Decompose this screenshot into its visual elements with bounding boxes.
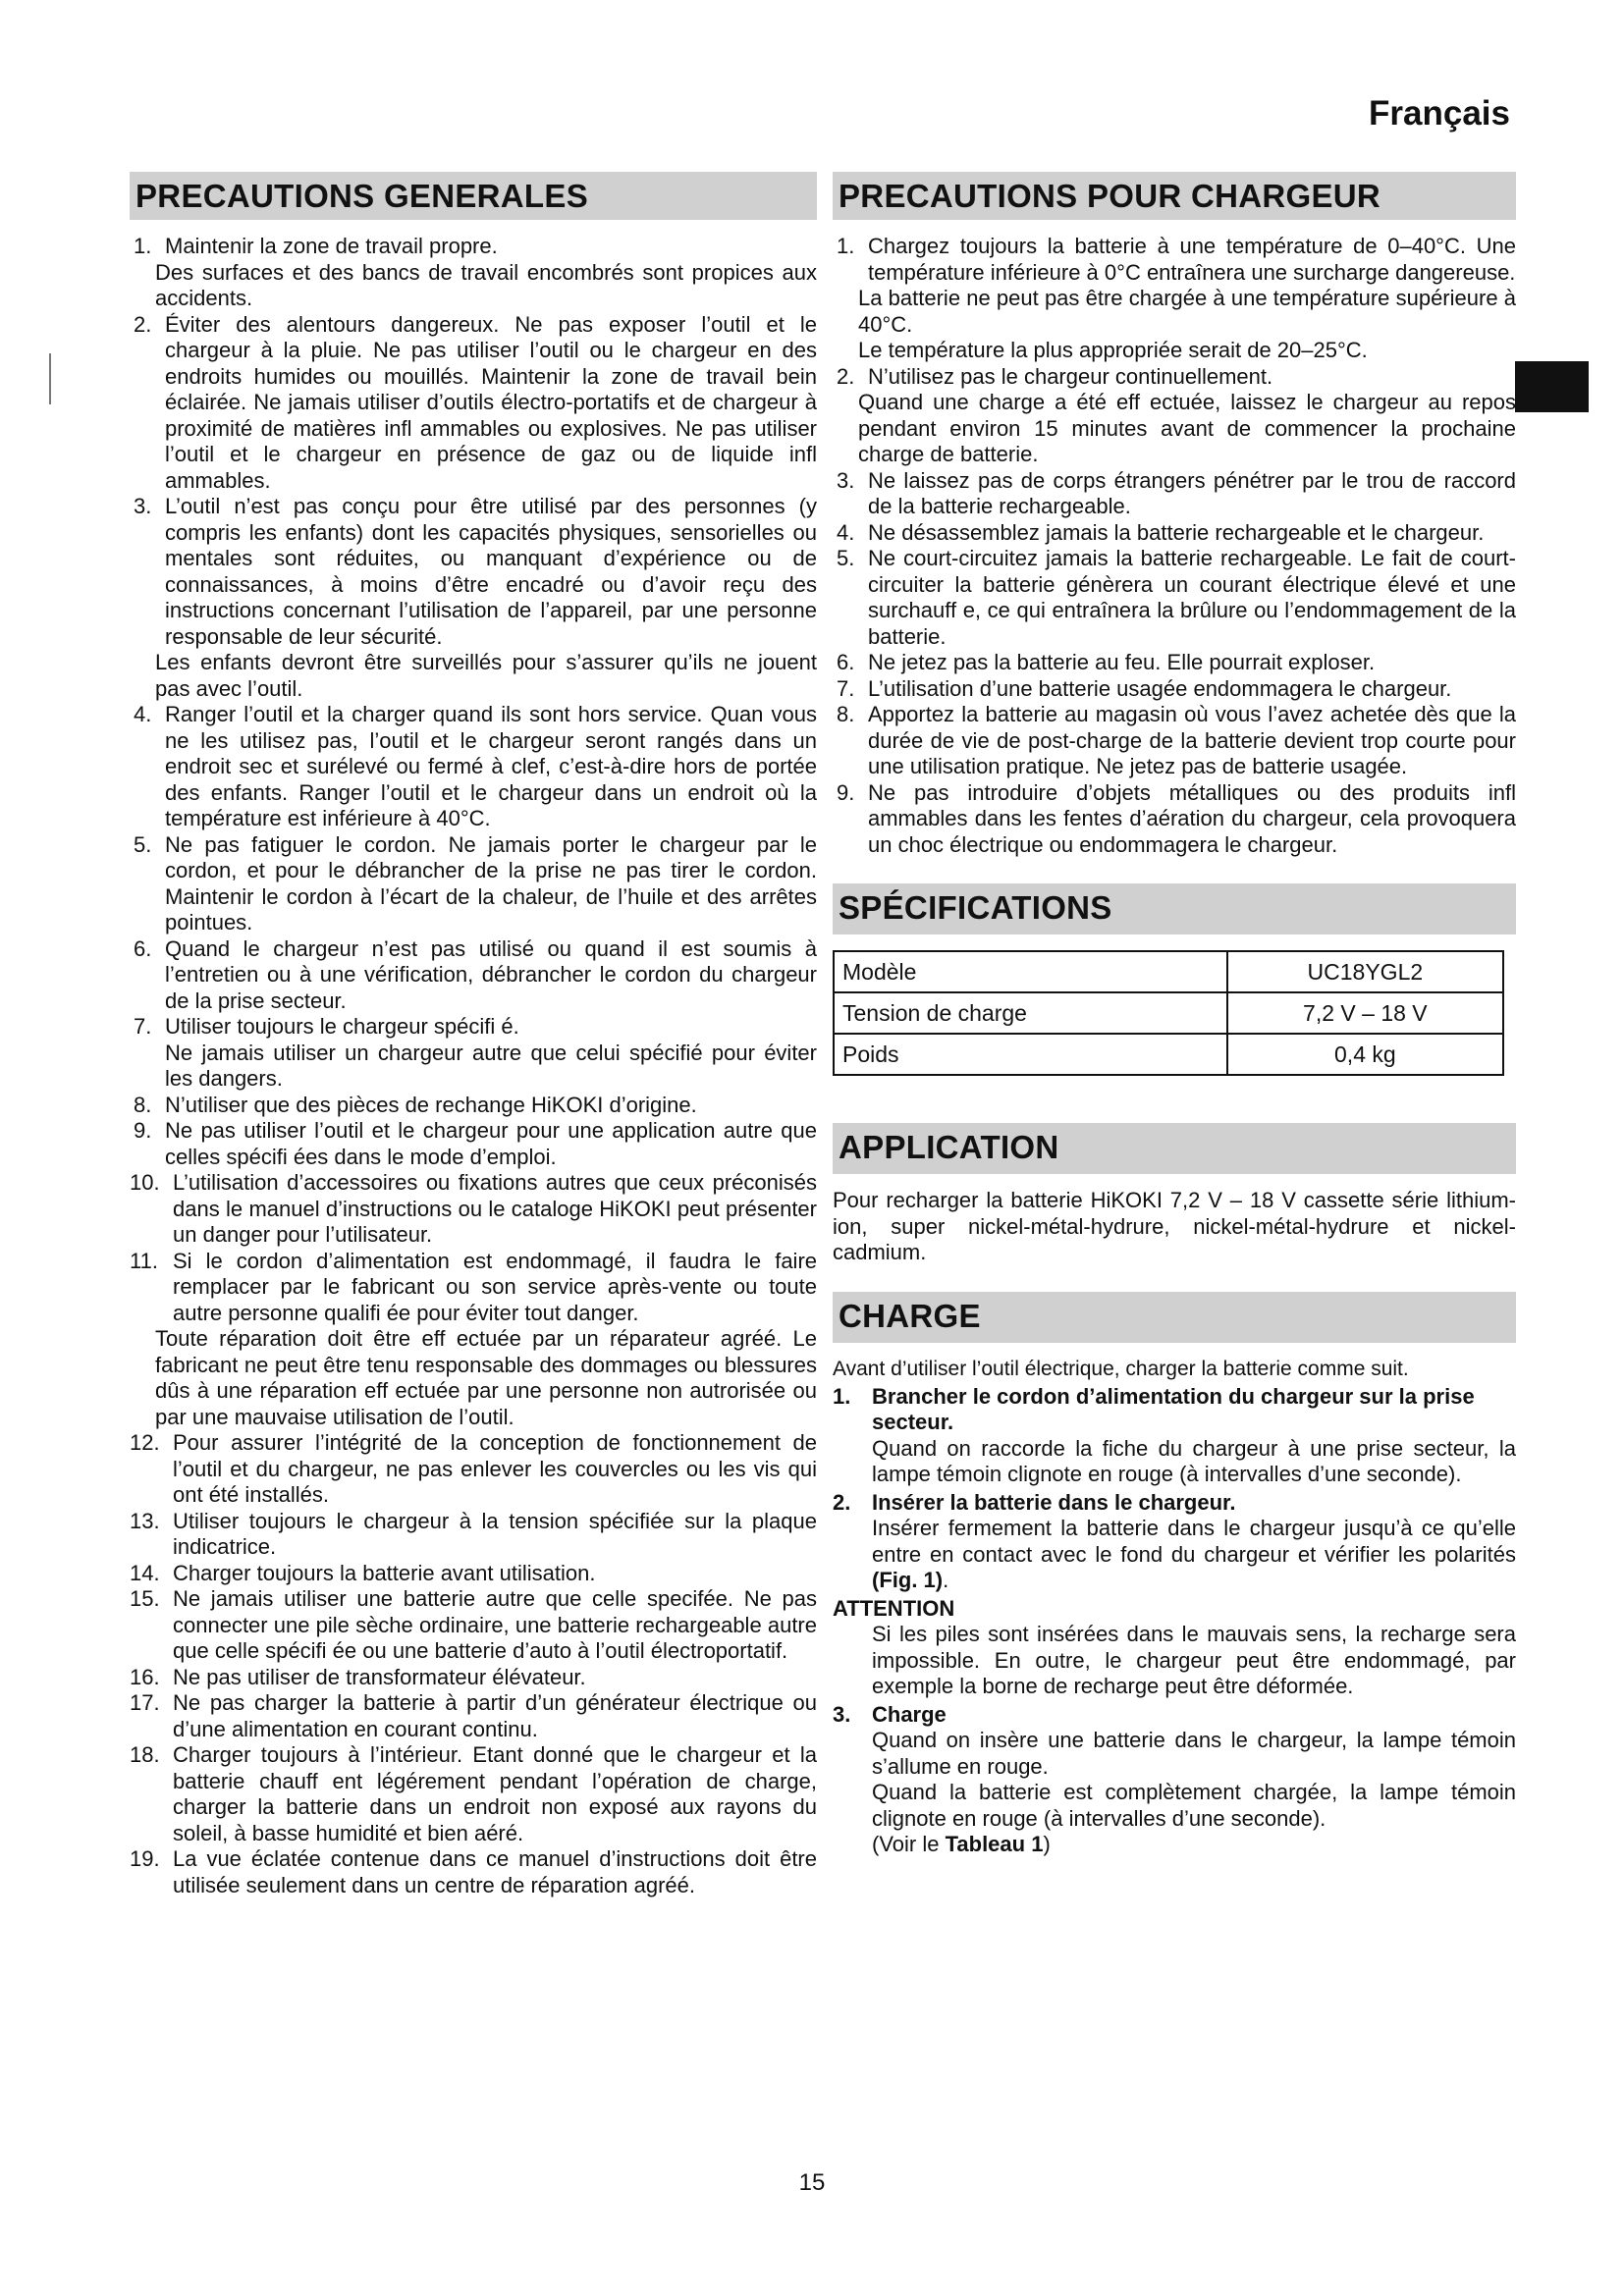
item-note: Les enfants devront être surveillés pour s’assurer qu’ils ne jouent pas avec l’outil. [155,650,817,701]
spec-value: 7,2 V – 18 V [1227,992,1503,1034]
general-precautions-list [130,234,817,1898]
item-number: 4. [837,519,855,545]
item-text: Ne jetez pas la batterie au feu. Elle pourrait exploser. [868,650,1376,674]
list-item [130,1118,817,1170]
item-text: Utiliser toujours le chargeur spécifi é. [165,1014,519,1039]
ref-prefix: (Voir le [872,1832,946,1856]
list-item [833,546,1516,650]
list-item [130,1014,817,1041]
figure-reference: (Fig. 1) [872,1568,944,1592]
item-number: 2. [134,311,152,337]
list-item [130,1170,817,1249]
step-text: Quand on insère une batterie dans le chargeur, la lampe témoin s’allume en rouge. [872,1728,1516,1779]
step-title: Insérer la batterie dans le chargeur. [872,1489,1236,1515]
list-item [833,676,1516,703]
specifications-heading: SPÉCIFICATIONS [833,883,1516,934]
list-item [833,364,1516,391]
language-tab-marker [1515,361,1589,412]
charger-precautions-heading: PRECAUTIONS POUR CHARGEUR [833,172,1516,220]
page-number: 15 [798,2169,826,2196]
item-note: Des surfaces et des bancs de travail encombrés sont propices aux accidents. [155,259,817,310]
item-note: Le température la plus appropriée serait de 20–25°C. [858,338,1368,362]
charge-step-2 [833,1490,1516,1594]
item-number: 15. [130,1586,160,1611]
step-text-end: . [943,1568,949,1592]
item-note: La batterie ne peut pas être chargée à une température supérieure à 40°C. [858,286,1516,337]
step-title: Charge [872,1701,947,1727]
spec-value: 0,4 kg [1227,1034,1503,1075]
item-number: 8. [837,702,855,726]
list-item [833,234,1516,286]
item-text: Charger toujours à l’intérieur. Etant donné que le chargeur et la batterie chauff ent légérement pendant l’opération de charge, charger la batterie dans un endroit non exposé aux rayons du soleil, à basse humidité et bien aéré. [173,1742,817,1845]
item-number: 14. [130,1560,160,1585]
item-text: Apportez la batterie au magasin où vous l’avez achetée dès que la durée de vie de post-charge de la batterie devient trop courte pour une utilisation pratique. Ne jetez pas de batterie usagée. [868,702,1516,778]
item-number: 6. [837,650,855,674]
spec-label: Poids [834,1034,1227,1075]
item-number: 12. [130,1430,160,1455]
item-text: Charger toujours la batterie avant utilisation. [173,1560,596,1585]
item-number: 18. [130,1742,160,1767]
spec-label: Tension de charge [834,992,1227,1034]
item-number: 17. [130,1690,160,1715]
general-precautions-heading: PRECAUTIONS GENERALES [130,172,817,220]
item-text: Éviter des alentours dangereux. Ne pas exposer l’outil et le chargeur à la pluie. Ne pas utiliser l’outil ou le chargeur en des endroits humides ou mouillés. Maintenir la zone de travail bein éclairée. Ne jamais utiliser d’outils électro-portatifs et de chargeur à proximité de matières infl ammables ou explosives. Ne pas utiliser l’outil et le chargeur en présence de gaz ou de liquide infl ammables. [165,311,817,493]
spec-value: UC18YGL2 [1227,951,1503,992]
charge-intro: Avant d’utiliser l’outil électrique, charger la batterie comme suit. [833,1357,1409,1380]
list-item [130,1249,817,1327]
item-text: Chargez toujours la batterie à une température de 0–40°C. Une température inférieure à 0°C entraînera une surcharge dangereuse. [868,234,1516,285]
item-text: Ne pas charger la batterie à partir d’un générateur électrique ou d’une alimentation en courant continu. [173,1690,817,1741]
item-text: Ne pas introduire d’objets métalliques ou des produits infl ammables dans les fentes d’aération du chargeur, cela provoquera un choc électrique ou endommagera le chargeur. [868,779,1516,857]
item-number: 7. [837,675,855,701]
item-number: 5. [837,546,855,570]
ref-suffix: ) [1043,1832,1051,1856]
list-item [833,702,1516,780]
table-row [834,951,1503,992]
table-row [834,992,1503,1034]
step-text-2: Quand la batterie est complètement chargée, la lampe témoin clignote en rouge (à intervalles d’une seconde). [872,1780,1516,1831]
item-text: L’outil n’est pas conçu pour être utilisé par des personnes (y compris les enfants) dont les capacités physiques, sensorielles ou mentales sont réduites, ou manquant d’expérience ou de connaissances, à moins d’être encadré ou d’avoir reçu des instructions concernant l’utilisation de l’appareil, par une personne responsable de leur sécurité. [165,494,817,649]
table-reference: Tableau 1 [945,1832,1044,1856]
list-item [130,234,817,260]
charger-precautions-list [833,234,1516,858]
spec-label: Modèle [834,951,1227,992]
item-text: Ne désassemblez jamais la batterie rechargeable et le chargeur. [868,519,1485,545]
item-text: La vue éclatée contenue dans ce manuel d’instructions doit être utilisée seulement dans un centre de réparation agréé. [173,1846,817,1897]
list-item [130,1561,817,1587]
item-text: Ne laissez pas de corps étrangers pénétrer par le trou de raccord de la batterie rechargeable. [868,467,1516,518]
list-item [130,1690,817,1742]
step-text-body: Insérer fermement la batterie dans le chargeur jusqu’à ce qu’elle entre en contact avec le fond du chargeur et vérifier les polarités [872,1516,1516,1567]
left-column [130,172,817,1898]
list-item [130,1430,817,1509]
item-note: Quand une charge a été eff ectuée, laissez le chargeur au repos pendant environ 15 minutes avant de commencer la prochaine charge de batterie. [858,390,1516,466]
item-number: 1. [134,234,152,258]
item-number: 11. [130,1248,158,1273]
list-item [130,936,817,1015]
list-item [130,1846,817,1898]
list-item [833,780,1516,859]
item-text: L’utilisation d’une batterie usagée endommagera le chargeur. [868,675,1452,701]
item-number: 1. [837,234,855,258]
item-number: 5. [134,831,152,857]
application-text: Pour recharger la batterie HiKOKI 7,2 V – 18 V cassette série lithium-ion, super nickel-métal-hydrure, nickel-métal-hydrure et nickel-cadmium. [833,1188,1516,1264]
step-text [872,1516,1516,1594]
list-item [130,312,817,495]
application-heading: APPLICATION [833,1123,1516,1174]
step-number: 3. [833,1701,851,1727]
charge-step-3 [833,1702,1516,1858]
list-item [833,520,1516,547]
item-note: Ne jamais utiliser un chargeur autre que celui spécifié pour éviter les dangers. [165,1040,817,1091]
list-item [130,1093,817,1119]
step-number: 2. [833,1489,851,1515]
list-item [130,1665,817,1691]
item-number: 3. [134,494,152,518]
item-number: 6. [134,935,152,961]
list-item [130,494,817,650]
item-text: Ne pas utiliser de transformateur élévateur. [173,1664,586,1689]
item-text: Ne pas fatiguer le cordon. Ne jamais porter le chargeur par le cordon, et pour le débrancher de la prise ne pas tirer le cordon. Maintenir le cordon à l’écart de la chaleur, de l’huile et des arrêtes pointues. [165,831,817,934]
list-item [130,1586,817,1665]
list-item [130,1509,817,1561]
list-item [130,702,817,832]
specifications-table [833,950,1504,1076]
item-text: Ne pas utiliser l’outil et le chargeur pour une application autre que celles spécifi ées dans le mode d’emploi. [165,1118,817,1169]
step-number: 1. [833,1383,851,1409]
table-reference-line [872,1832,1516,1858]
item-text: Si le cordon d’alimentation est endommagé, il faudra le faire remplacer par le fabricant ou son service après-vente ou toute autre personne qualifi ée pour éviter tout danger. [173,1248,817,1325]
attention-text: Si les piles sont insérées dans le mauvais sens, la recharge sera impossible. En outre, le chargeur peut être endommagé, par exemple la borne de recharge peut être déformée. [872,1622,1516,1698]
item-text: Utiliser toujours le chargeur à la tension spécifiée sur la plaque indicatrice. [173,1508,817,1559]
list-item [130,1742,817,1846]
item-number: 13. [130,1508,160,1533]
item-number: 10. [130,1170,160,1195]
list-item [833,650,1516,676]
item-number: 19. [130,1846,160,1871]
item-text: Maintenir la zone de travail propre. [165,234,498,258]
item-number: 8. [134,1092,152,1117]
table-row [834,1034,1503,1075]
margin-line [49,353,51,404]
item-number: 2. [837,363,855,389]
item-text: N’utilisez pas le chargeur continuellement. [868,363,1273,389]
item-text: Ne court-circuitez jamais la batterie rechargeable. Le fait de court-circuiter la batterie génèrera un courant électrique élevé et une surchauff e, ce qui entraînera la brûlure ou l’endommagement de la batterie. [868,546,1516,649]
item-number: 4. [134,702,152,726]
step-text: Quand on raccorde la fiche du chargeur à une prise secteur, la lampe témoin clignote en rouge (à intervalles d’une seconde). [872,1435,1516,1486]
item-text: L’utilisation d’accessoires ou fixations autres que ceux préconisés dans le manuel d’instructions ou le cataloge HiKOKI peut présenter un danger pour l’utilisateur. [173,1170,817,1247]
item-text: Quand le chargeur n’est pas utilisé ou quand il est soumis à l’entretien ou à une vérification, débrancher le cordon du chargeur de la prise secteur. [165,935,817,1013]
item-number: 9. [134,1118,152,1143]
charge-step-1 [833,1384,1516,1488]
step-title: Brancher le cordon d’alimentation du chargeur sur la prise secteur. [872,1383,1475,1434]
attention-title: ATTENTION [833,1595,955,1621]
item-note: Toute réparation doit être eff ectuée par un réparateur agréé. Le fabricant ne peut être tenu responsable des dommages ou blessures dûs à une réparation eff ectuée par une personne non autrorisée ou par une mauvaise utilisation de l’outil. [155,1326,817,1429]
language-label: Français [1369,94,1510,133]
item-text: Pour assurer l’intégrité de la conception de fonctionnement de l’outil et du chargeur, ne pas enlever les couvercles ou les vis qui ont été installés. [173,1430,817,1507]
item-number: 3. [837,467,855,493]
list-item [833,468,1516,520]
list-item [130,832,817,936]
item-number: 16. [130,1664,160,1689]
item-text: Ne jamais utiliser une batterie autre que celle specifée. Ne pas connecter une pile sèche ordinaire, une batterie rechargeable autre que celle spécifi ée ou une batterie d’auto à l’outil électroportatif. [173,1586,817,1663]
item-number: 9. [837,779,855,805]
item-text: N’utiliser que des pièces de rechange HiKOKI d’origine. [165,1092,697,1117]
right-column [833,172,1516,1858]
item-number: 7. [134,1014,152,1039]
item-text: Ranger l’outil et la charger quand ils sont hors service. Quan vous ne les utilisez pas, l’outil et le chargeur seront rangés dans un endroit sec et surélevé ou fermé à clef, c’est-à-dire hors de portée des enfants. Ranger l’outil et le chargeur dans un endroit où la température est inférieure à 40°C. [165,702,817,830]
charge-heading: CHARGE [833,1292,1516,1343]
